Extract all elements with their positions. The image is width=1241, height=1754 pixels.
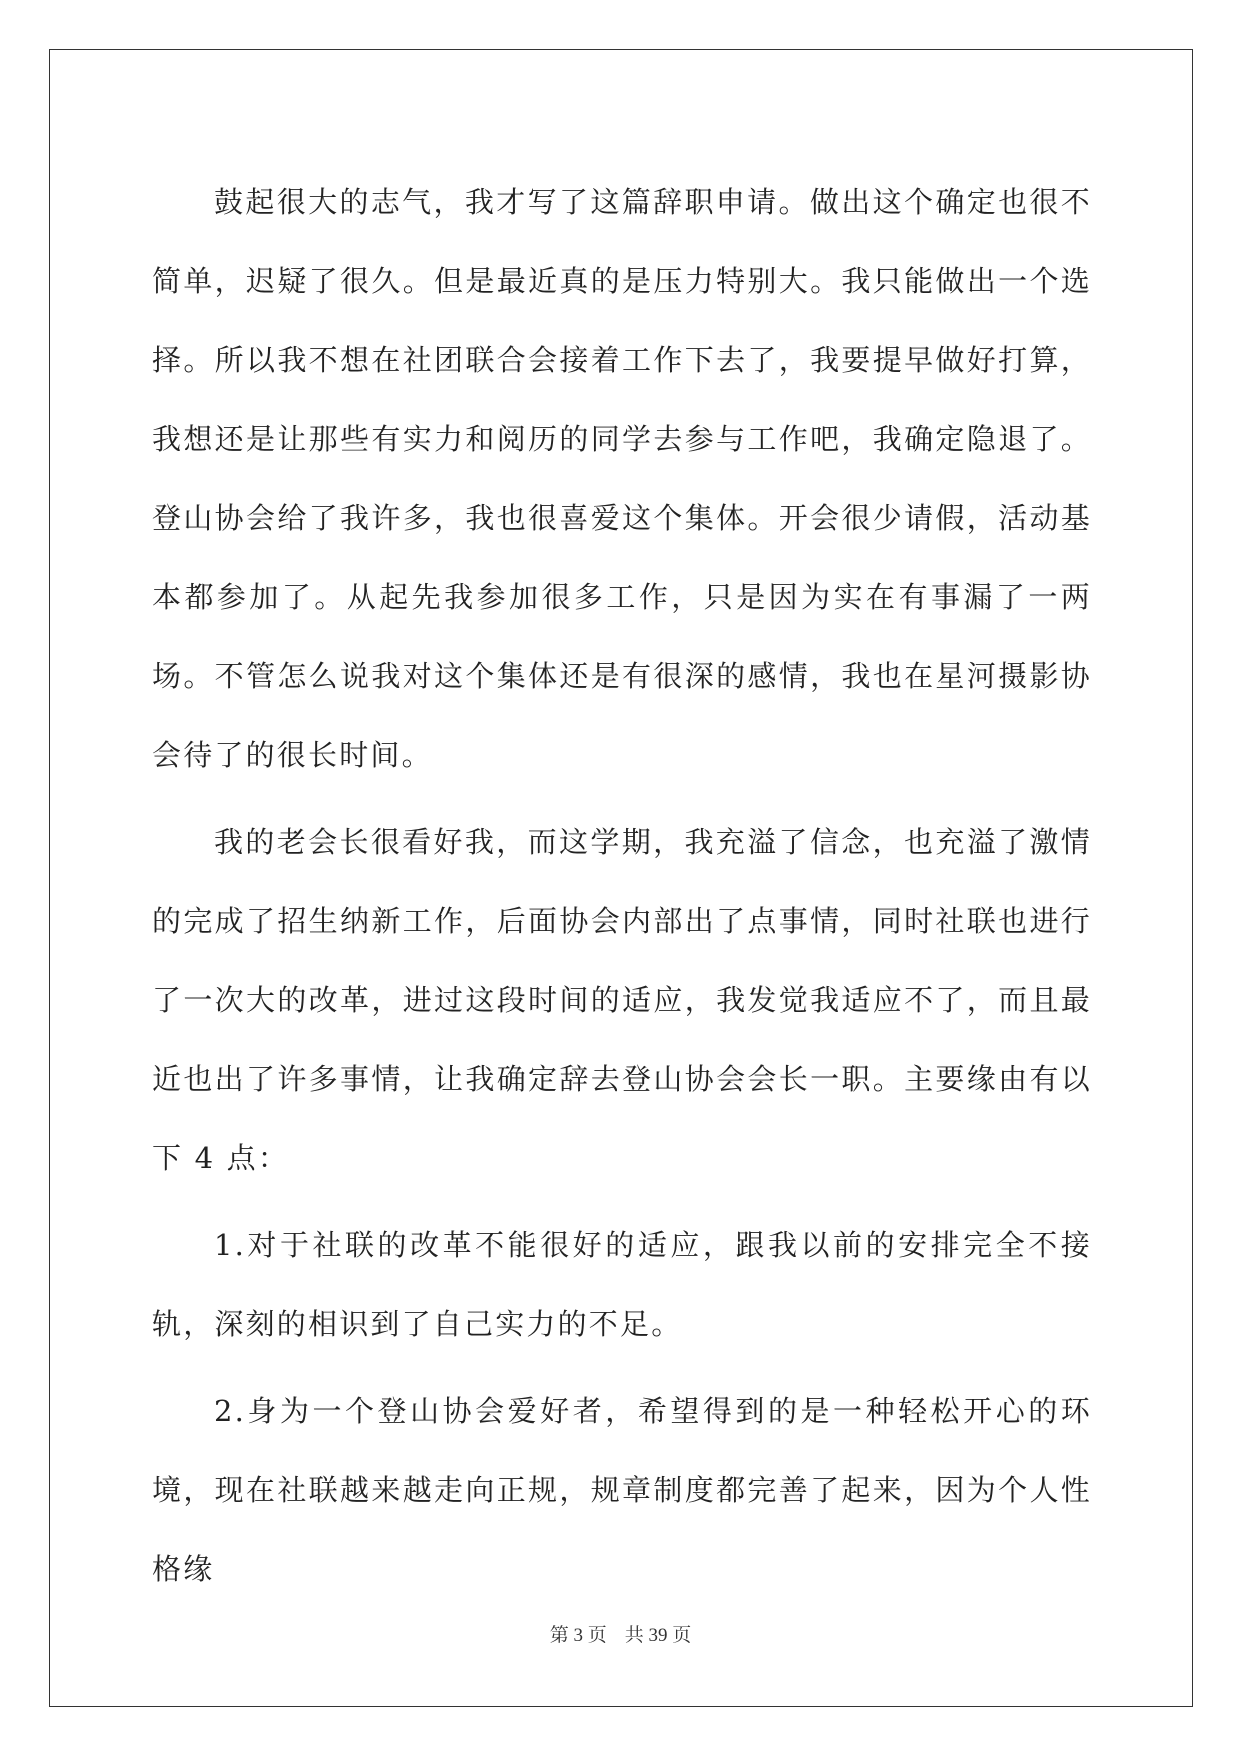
paragraph-1: 鼓起很大的志气，我才写了这篇辞职申请。做出这个确定也很不简单，迟疑了很久。但是最近真的是压力特别大。我只能做出一个选择。所以我不想在社团联合会接着工作下去了，我要提早做好打算，我想还是让那些有实力和阅历的同学去参与工作吧，我确定隐退了。登山协会给了我许多，我也很喜爱这个集体。开会很少请假，活动基本都参加了。从起先我参加很多工作，只是因为实在有事漏了一两场。不管怎么说我对这个集体还是有很深的感情，我也在星河摄影协会待了的很长时间。 [152,185,1092,772]
page-total: 共 39 页 [624,1625,692,1646]
paragraph-3: 1.对于社联的改革不能很好的适应，跟我以前的安排完全不接轨，深刻的相识到了自己实力的不足。 [152,1228,1092,1341]
page-number: 第 3 页 [549,1625,607,1646]
document-body [152,163,1092,1617]
page-footer [0,1620,1241,1647]
paragraph-2: 我的老会长很看好我，而这学期，我充溢了信念，也充溢了激情的完成了招生纳新工作，后面协会内部出了点事情，同时社联也进行了一次大的改革，进过这段时间的适应，我发觉我适应不了，而且最近也出了许多事情，让我确定辞去登山协会会长一职。主要缘由有以下 4 点： [152,825,1092,1175]
paragraph-4: 2.身为一个登山协会爱好者，希望得到的是一种轻松开心的环境，现在社联越来越走向正规，规章制度都完善了起来，因为个人性格缘 [152,1394,1092,1586]
